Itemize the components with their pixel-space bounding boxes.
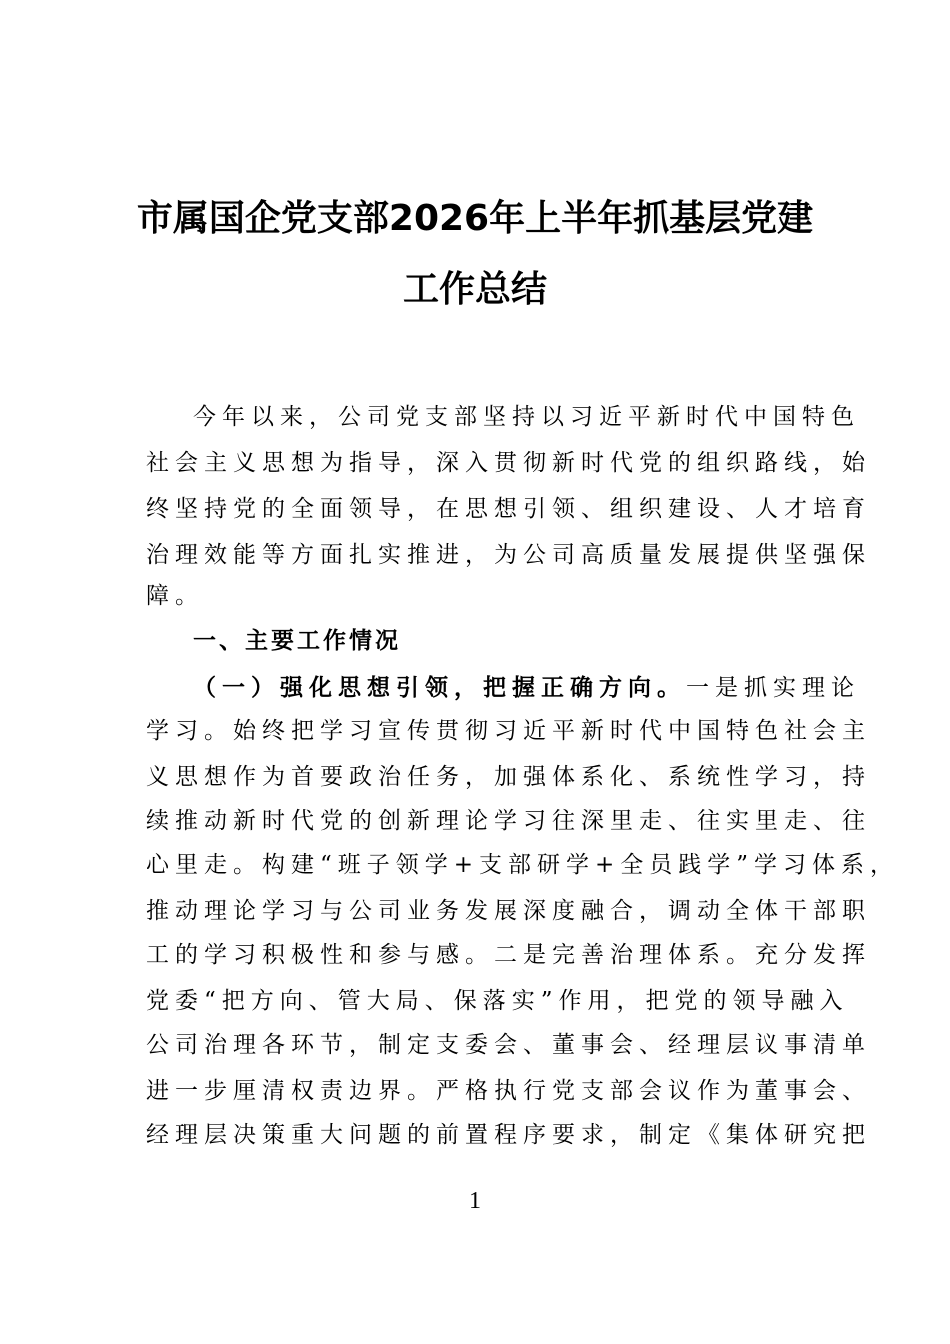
intro-paragraph-line: 治理效能等方面扎实推进，为公司高质量发展提供坚强保 (146, 542, 871, 568)
intro-paragraph-line: 今年以来，公司党支部坚持以习近平新时代中国特色 (193, 404, 860, 430)
body-paragraph-line: 学习。始终把学习宣传贯彻习近平新时代中国特色社会主 (146, 718, 871, 744)
body-paragraph-line: 心里走。构建“班子领学+支部研学+全员践学”学习体系， (146, 852, 900, 878)
body-paragraph-line: 党委“把方向、管大局、保落实”作用，把党的领导融入 (146, 988, 849, 1014)
body-paragraph-line: 工的学习积极性和参与感。二是完善治理体系。充分发挥 (146, 942, 871, 968)
body-paragraph-line: 公司治理各环节，制定支委会、董事会、经理层议事清单 (146, 1032, 871, 1058)
intro-paragraph-line: 社会主义思想为指导，深入贯彻新时代党的组织路线，始 (146, 450, 871, 476)
subsection-first-line-rest: 一是抓实理论 (686, 675, 860, 701)
body-paragraph-line: 推动理论学习与公司业务发展深度融合，调动全体干部职 (146, 898, 871, 924)
subsection-lead: （一）强化思想引领，把握正确方向。 (193, 674, 686, 701)
body-paragraph-line: 经理层决策重大问题的前置程序要求，制定《集体研究把 (146, 1122, 871, 1148)
subsection-first-line (193, 672, 873, 704)
intro-paragraph-line: 障。 (146, 583, 204, 609)
body-paragraph-line: 续推动新时代党的创新理论学习往深里走、往实里走、往 (146, 808, 871, 834)
page-number: 1 (469, 1188, 481, 1214)
body-paragraph-line: 进一步厘清权责边界。严格执行党支部会议作为董事会、 (146, 1078, 871, 1104)
section-heading: 一、主要工作情况 (193, 628, 401, 654)
document-title-line-2: 工作总结 (402, 269, 547, 310)
intro-paragraph-line: 终坚持党的全面领导，在思想引领、组织建设、人才培育 (146, 496, 871, 522)
document-title-line-1: 市属国企党支部2026年上半年抓基层党建 (136, 198, 814, 239)
body-paragraph-line: 义思想作为首要政治任务，加强体系化、系统性学习，持 (146, 764, 871, 790)
